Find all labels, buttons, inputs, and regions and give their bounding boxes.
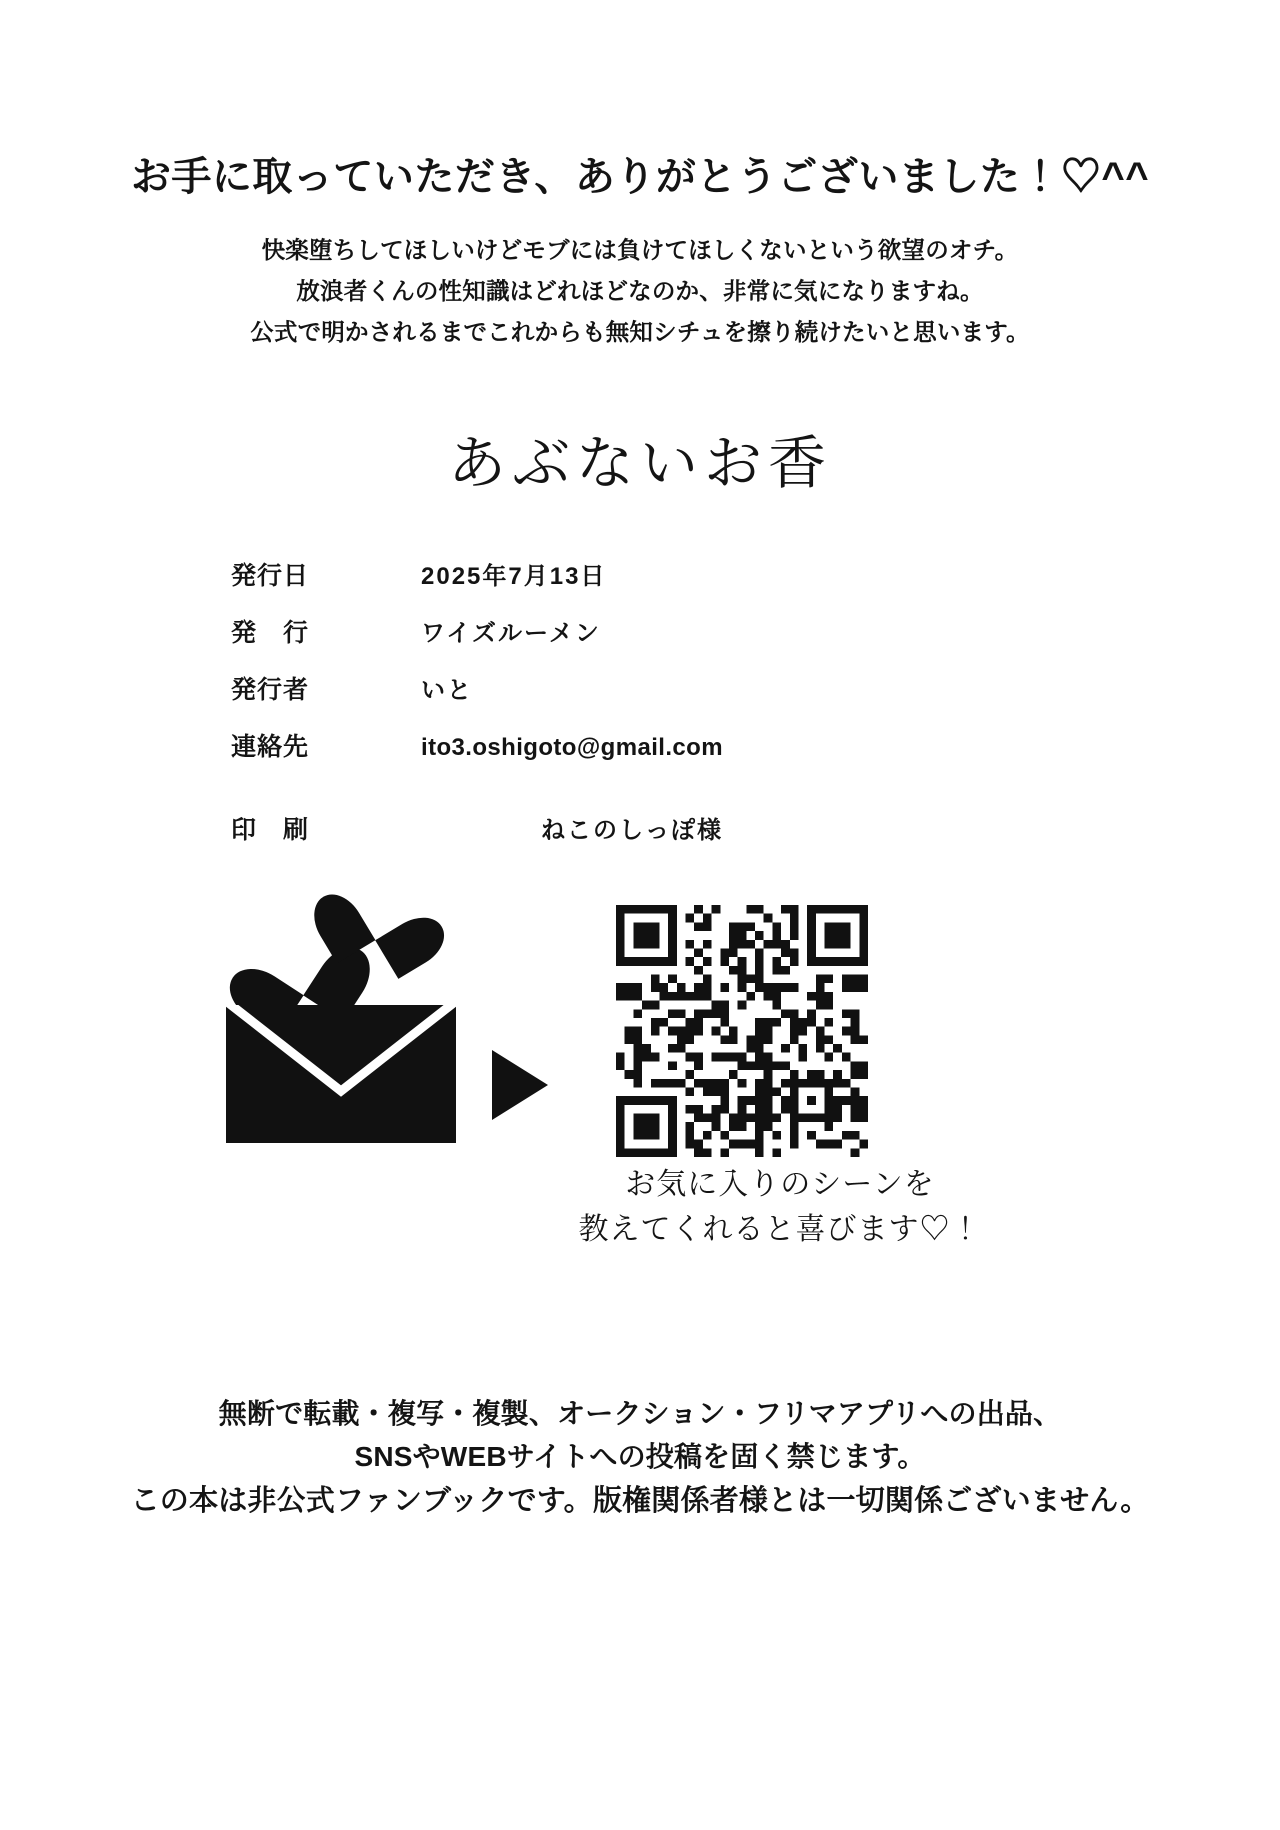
thanks-line-2: 放浪者くんの性知識はどれほどなのか、非常に気になりますね。 <box>296 278 984 305</box>
thanks-body <box>0 230 1280 353</box>
colophon-label-printer: 印 刷 <box>231 816 310 844</box>
heart-icon <box>330 868 433 966</box>
colophon-row-print <box>231 810 1051 846</box>
colophon-label-contact: 連絡先 <box>231 733 310 761</box>
thanks-line-1: 快楽堕ちしてほしいけどモブには負けてほしくないという欲望のオチ。 <box>261 237 1019 263</box>
colophon-label-author: 発行者 <box>231 676 310 704</box>
colophon-value-author: いと <box>421 677 473 704</box>
colophon-label-publish-date: 発行日 <box>231 562 310 590</box>
notice-line-3: この本は非公式ファンブックです。版権関係者様とは一切関係ございません。 <box>130 1484 1150 1517</box>
colophon-row <box>231 727 1051 763</box>
envelope-flap-icon <box>226 1005 456 1143</box>
qr-code[interactable] <box>616 905 868 1157</box>
colophon-value-publish-date: 2025年7月13日 <box>421 563 607 590</box>
qr-caption-line-2: 教えてくれると喜びます♡！ <box>578 1213 982 1246</box>
notice-line-2: SNSやWEBサイトへの投稿を固く禁じます。 <box>354 1441 926 1473</box>
colophon-value-contact-email[interactable]: ito3.oshigoto@gmail.com <box>421 734 723 761</box>
colophon-row <box>231 613 1051 649</box>
qr-caption-line-1: お気に入りのシーンを <box>625 1168 935 1201</box>
colophon-row <box>231 670 1051 706</box>
thanks-block <box>0 152 1280 353</box>
qr-code-canvas[interactable] <box>616 905 868 1157</box>
envelope-icon <box>226 1005 456 1143</box>
notice-line-1: 無断で転載・複写・複製、オークション・フリマアプリへの出品、 <box>218 1398 1062 1429</box>
thanks-line-3: 公式で明かされるまでこれからも無知シチュを擦り続けたいと思います。 <box>250 319 1030 346</box>
arrow-right-icon <box>492 1050 548 1120</box>
mail-illustration <box>222 865 552 1155</box>
colophon-table <box>231 556 1051 784</box>
copyright-notice <box>0 1392 1280 1524</box>
colophon-label-publisher: 発 行 <box>231 619 310 647</box>
qr-caption <box>560 1162 1000 1252</box>
colophon-row <box>231 556 1051 592</box>
colophon-value-publisher: ワイズルーメン <box>421 620 601 647</box>
page-title: あぶないお香 <box>447 431 832 496</box>
thanks-headline: お手に取っていただき、ありがとうございました！♡^^ <box>130 155 1150 199</box>
colophon-value-printer: ねこのしっぽ様 <box>541 817 723 844</box>
